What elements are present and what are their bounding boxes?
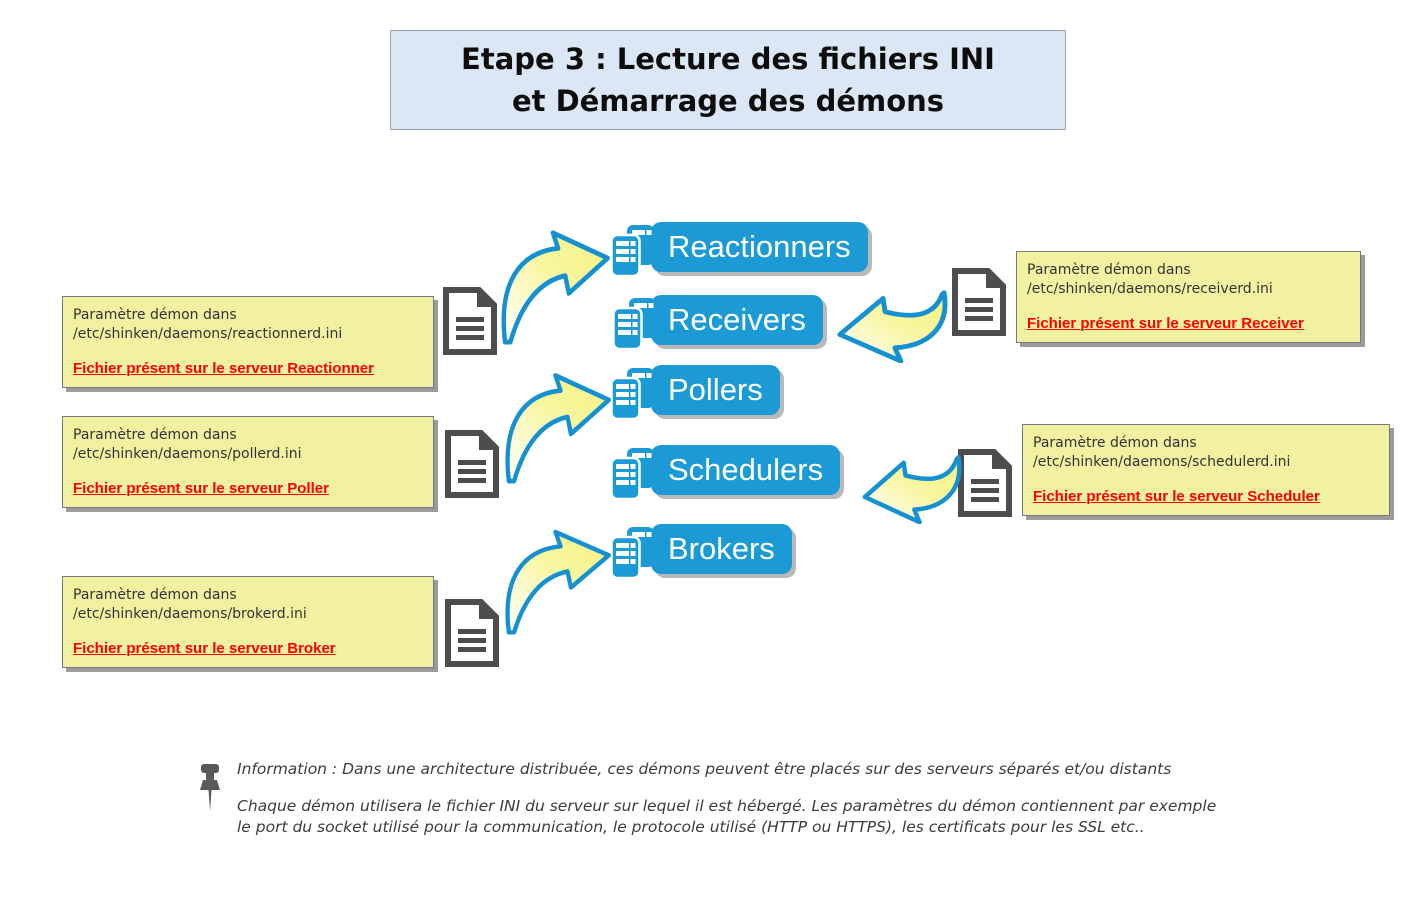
daemon-button-schedulers[interactable]: Schedulers (651, 445, 840, 495)
note-path: /etc/shinken/daemons/brokerd.ini (73, 606, 307, 622)
curved-arrow-icon (502, 366, 614, 484)
ini-file-icon (443, 429, 501, 499)
note-path: /etc/shinken/daemons/reactionnerd.ini (73, 326, 343, 342)
note-path: /etc/shinken/daemons/receiverd.ini (1027, 281, 1273, 297)
footer-details-line1: Chaque démon utilisera le fichier INI du serveur sur lequel il est hébergé. Les paramètres du démon contiennent par exemple (237, 797, 1217, 815)
ini-file-icon (950, 267, 1008, 337)
ini-file-icon (956, 448, 1014, 518)
note-link-broker[interactable]: Fichier présent sur le serveur Broker (73, 640, 336, 657)
daemon-files-icon (612, 298, 657, 350)
note-receiver (1016, 251, 1361, 343)
daemon-button-reactionners[interactable]: Reactionners (651, 222, 868, 272)
note-path: /etc/shinken/daemons/schedulerd.ini (1033, 454, 1291, 470)
curved-arrow-icon (502, 523, 614, 635)
note-line1: Paramètre démon dans (73, 427, 237, 443)
curved-arrow-icon (856, 452, 962, 524)
footer-details-text (237, 796, 1216, 838)
footer-details-line2: le port du socket utilisé pour la communication, le protocole utilisé (HTTP ou HTTPS), les certificats pour les SSL etc.. (237, 818, 1145, 836)
curved-arrow-icon (830, 287, 948, 363)
daemon-button-pollers[interactable]: Pollers (651, 365, 780, 415)
note-line1: Paramètre démon dans (1033, 435, 1197, 451)
footer-info-text: Information : Dans une architecture distribuée, ces démons peuvent être placés sur des serveurs séparés et/ou distants (237, 760, 1172, 778)
note-line1: Paramètre démon dans (73, 587, 237, 603)
note-link-reactionner[interactable]: Fichier présent sur le serveur Reactionner (73, 360, 374, 377)
note-reactionner (62, 296, 434, 388)
daemon-files-icon (610, 225, 655, 277)
page-title-line1: Etape 3 : Lecture des fichiers INI (461, 42, 995, 76)
curved-arrow-icon (498, 223, 613, 345)
note-link-receiver[interactable]: Fichier présent sur le serveur Receiver (1027, 315, 1304, 332)
daemon-button-brokers[interactable]: Brokers (651, 524, 792, 574)
page-title-line2: et Démarrage des démons (511, 84, 945, 118)
note-path: /etc/shinken/daemons/pollerd.ini (73, 446, 302, 462)
note-link-scheduler[interactable]: Fichier présent sur le serveur Scheduler (1033, 488, 1320, 505)
daemon-files-icon (610, 527, 655, 579)
note-line1: Paramètre démon dans (73, 307, 237, 323)
note-scheduler (1022, 424, 1390, 516)
note-broker (62, 576, 434, 668)
ini-file-icon (441, 286, 499, 356)
daemon-files-icon (610, 448, 655, 500)
ini-file-icon (443, 598, 501, 668)
note-poller (62, 416, 434, 508)
daemon-button-receivers[interactable]: Receivers (651, 295, 823, 345)
pushpin-icon (198, 763, 222, 825)
note-line1: Paramètre démon dans (1027, 262, 1191, 278)
note-link-poller[interactable]: Fichier présent sur le serveur Poller (73, 480, 329, 497)
page-title (390, 30, 1066, 130)
daemon-files-icon (610, 368, 655, 420)
